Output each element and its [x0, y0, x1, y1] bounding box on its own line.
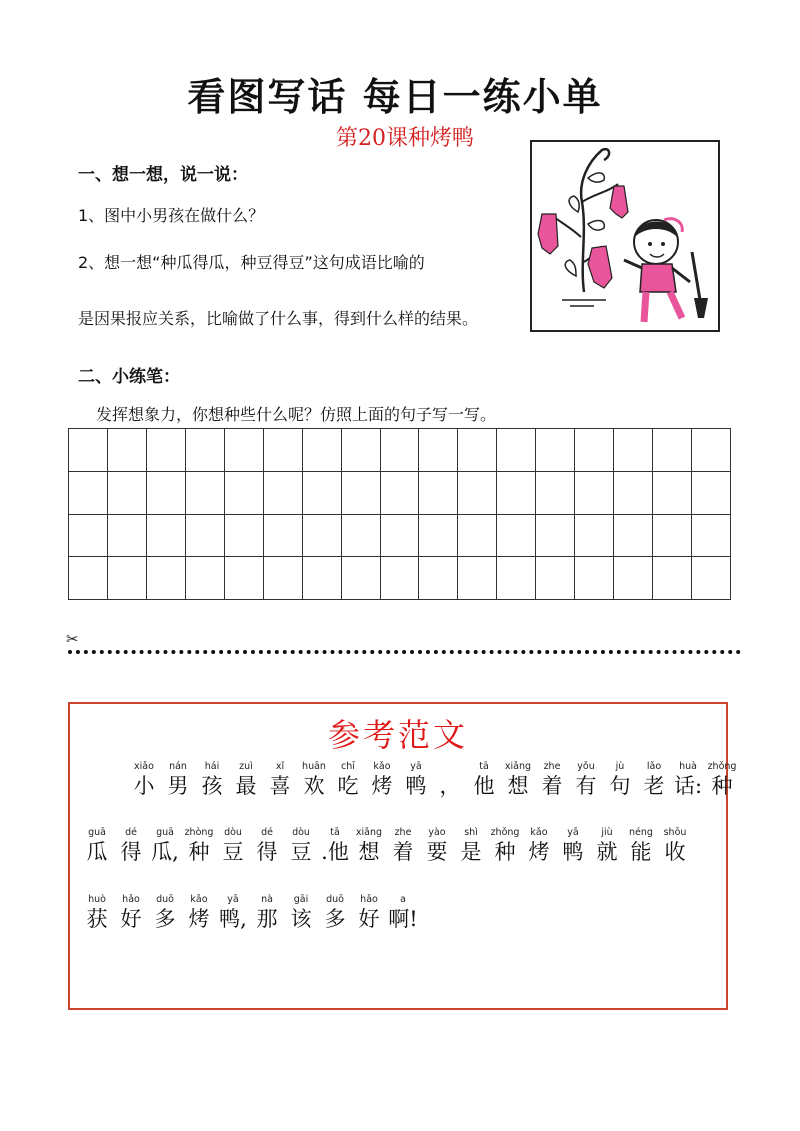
hanzi-text: 老	[643, 774, 665, 798]
pinyin-char	[182, 826, 216, 865]
boy-planting-duck-illustration	[532, 142, 718, 330]
grid-cell[interactable]	[342, 557, 381, 600]
pinyin-text: zhǒng	[707, 761, 737, 772]
pinyin-text: zhe	[543, 761, 561, 772]
pinyin-text: huān	[302, 761, 326, 772]
grid-cell[interactable]	[692, 557, 731, 600]
grid-cell[interactable]	[69, 515, 108, 558]
pinyin-char	[488, 826, 522, 865]
question-2: 2、想一想“种瓜得瓜，种豆得豆”这句成语比喻的	[78, 253, 425, 272]
hanzi-text: 是	[460, 840, 482, 864]
hanzi-text: 孩	[201, 774, 223, 798]
grid-cell[interactable]	[264, 472, 303, 515]
hanzi-text: 能	[630, 840, 652, 864]
hanzi-text: 得	[120, 840, 142, 864]
pinyin-text: zhǒng	[490, 827, 520, 838]
pinyin-char	[114, 893, 148, 932]
sample-line-1	[127, 760, 739, 799]
pinyin-char	[161, 760, 195, 799]
pinyin-char	[216, 893, 250, 932]
pinyin-char	[229, 760, 263, 799]
grid-cell[interactable]	[186, 429, 225, 472]
pinyin-char	[216, 826, 250, 865]
pinyin-char	[535, 760, 569, 799]
hanzi-text: 男	[167, 774, 189, 798]
pinyin-char	[182, 893, 216, 932]
hanzi-text: 获	[86, 907, 108, 931]
section2-heading: 二、小练笔：	[78, 367, 180, 387]
grid-cell[interactable]	[575, 472, 614, 515]
pinyin-char	[284, 893, 318, 932]
pinyin-char	[195, 760, 229, 799]
grid-cell[interactable]	[536, 472, 575, 515]
grid-cell[interactable]	[575, 557, 614, 600]
pinyin-text: duō	[156, 894, 174, 905]
hanzi-text: 就	[596, 840, 618, 864]
hanzi-text: 话:	[673, 774, 703, 798]
pinyin-char	[522, 826, 556, 865]
pinyin-text: yào	[428, 827, 446, 838]
hanzi-text: 多	[324, 907, 346, 931]
pinyin-text: dòu	[224, 827, 242, 838]
hanzi-text: 小	[133, 774, 155, 798]
pinyin-text: nà	[261, 894, 273, 905]
pinyin-char	[603, 760, 637, 799]
grid-cell[interactable]	[419, 429, 458, 472]
writing-prompt: 发挥想象力，你想种些什么呢？仿照上面的句子写一写。	[96, 405, 497, 424]
pinyin-char	[148, 893, 182, 932]
pinyin-text: guā	[156, 827, 174, 838]
grid-cell[interactable]	[381, 557, 420, 600]
grid-cell[interactable]	[147, 515, 186, 558]
grid-cell[interactable]	[614, 429, 653, 472]
hanzi-text: 想	[358, 840, 380, 864]
writing-grid[interactable]	[68, 428, 731, 600]
hanzi-text: .他	[321, 840, 349, 864]
pinyin-char	[590, 826, 624, 865]
grid-cell[interactable]	[614, 557, 653, 600]
pinyin-char	[569, 760, 603, 799]
question-2-continued: 是因果报应关系，比喻做了什么事，得到什么样的结果。	[78, 309, 479, 328]
pinyin-char	[454, 826, 488, 865]
grid-cell[interactable]	[264, 515, 303, 558]
pinyin-text: zhe	[394, 827, 412, 838]
pinyin-text: tā	[330, 827, 340, 838]
grid-cell[interactable]	[653, 472, 692, 515]
grid-cell[interactable]	[225, 557, 264, 600]
pinyin-char	[250, 826, 284, 865]
pinyin-char	[127, 760, 161, 799]
grid-cell[interactable]	[381, 515, 420, 558]
grid-cell[interactable]	[497, 515, 536, 558]
hanzi-text: 豆	[290, 840, 312, 864]
pinyin-text: shōu	[663, 827, 687, 838]
grid-cell[interactable]	[342, 429, 381, 472]
hanzi-text: ，	[439, 774, 461, 798]
grid-cell[interactable]	[614, 515, 653, 558]
hanzi-text: 烤	[528, 840, 550, 864]
hanzi-text: 该	[290, 907, 312, 931]
pinyin-char	[318, 893, 352, 932]
grid-cell[interactable]	[69, 557, 108, 600]
pinyin-char	[433, 760, 467, 799]
grid-cell[interactable]	[186, 557, 225, 600]
grid-cell[interactable]	[497, 557, 536, 600]
hanzi-text: 好	[358, 907, 380, 931]
pinyin-text: hǎo	[360, 894, 378, 905]
grid-cell[interactable]	[575, 515, 614, 558]
pinyin-char	[263, 760, 297, 799]
grid-cell[interactable]	[575, 429, 614, 472]
grid-cell[interactable]	[342, 472, 381, 515]
pinyin-char	[386, 826, 420, 865]
pinyin-text: gāi	[293, 894, 309, 905]
lesson-subtitle: 第20课种烤鸭	[336, 126, 474, 151]
pinyin-text: yā	[410, 761, 422, 772]
grid-cell[interactable]	[381, 429, 420, 472]
hanzi-text: 瓜	[86, 840, 108, 864]
pinyin-text: kǎo	[530, 827, 548, 838]
grid-cell[interactable]	[225, 429, 264, 472]
pinyin-text: xiǎng	[504, 761, 532, 772]
grid-cell[interactable]	[497, 472, 536, 515]
grid-cell[interactable]	[264, 557, 303, 600]
hanzi-text: 啊!	[388, 907, 418, 931]
pinyin-char	[250, 893, 284, 932]
pinyin-char	[556, 826, 590, 865]
pinyin-char	[80, 826, 114, 865]
grid-cell[interactable]	[458, 515, 497, 558]
grid-cell[interactable]	[419, 515, 458, 558]
hanzi-text: 吃	[337, 774, 359, 798]
pinyin-text: dòu	[292, 827, 310, 838]
grid-cell[interactable]	[225, 515, 264, 558]
grid-cell[interactable]	[186, 515, 225, 558]
pinyin-char	[114, 826, 148, 865]
pinyin-text: lǎo	[646, 761, 662, 772]
grid-cell[interactable]	[108, 429, 147, 472]
pinyin-char	[501, 760, 535, 799]
pinyin-text: guā	[88, 827, 106, 838]
pinyin-text: jiù	[601, 827, 613, 838]
pinyin-text: jù	[615, 761, 625, 772]
sample-line-2	[80, 826, 692, 865]
hanzi-text: 要	[426, 840, 448, 864]
grid-cell[interactable]	[692, 515, 731, 558]
grid-cell[interactable]	[303, 429, 342, 472]
pinyin-text: yā	[227, 894, 239, 905]
grid-cell[interactable]	[653, 557, 692, 600]
pinyin-char	[352, 893, 386, 932]
grid-cell[interactable]	[458, 429, 497, 472]
hanzi-text: 喜	[269, 774, 291, 798]
grid-cell[interactable]	[108, 557, 147, 600]
pinyin-text: duō	[326, 894, 344, 905]
pinyin-char	[297, 760, 331, 799]
hanzi-text: 鸭	[562, 840, 584, 864]
grid-cell[interactable]	[381, 472, 420, 515]
pinyin-char	[331, 760, 365, 799]
hanzi-text: 有	[575, 774, 597, 798]
pinyin-text: shì	[464, 827, 478, 838]
hanzi-text: 种	[188, 840, 210, 864]
pinyin-text: yā	[567, 827, 579, 838]
pinyin-text: xiǎng	[355, 827, 383, 838]
grid-cell[interactable]	[419, 557, 458, 600]
sample-essay-title: 参考范文	[327, 716, 468, 754]
pinyin-char	[399, 760, 433, 799]
hanzi-text: 种	[711, 774, 733, 798]
grid-cell[interactable]	[614, 472, 653, 515]
pinyin-text: huà	[679, 761, 697, 772]
hanzi-text: 多	[154, 907, 176, 931]
pinyin-text: dé	[261, 827, 273, 838]
cut-line	[68, 650, 741, 654]
section1-heading: 一、想一想，说一说：	[78, 165, 248, 185]
pinyin-text: xiǎo	[134, 761, 154, 772]
grid-cell[interactable]	[303, 472, 342, 515]
hanzi-text: 种	[494, 840, 516, 864]
hanzi-text: 豆	[222, 840, 244, 864]
grid-cell[interactable]	[653, 515, 692, 558]
pinyin-char	[352, 826, 386, 865]
grid-cell[interactable]	[186, 472, 225, 515]
grid-cell[interactable]	[458, 557, 497, 600]
pinyin-char	[420, 826, 454, 865]
grid-cell[interactable]	[419, 472, 458, 515]
grid-cell[interactable]	[108, 472, 147, 515]
hanzi-text: 那	[256, 907, 278, 931]
grid-cell[interactable]	[69, 472, 108, 515]
pinyin-text: chī	[341, 761, 355, 772]
pinyin-char	[148, 826, 182, 865]
grid-cell[interactable]	[536, 557, 575, 600]
hanzi-text: 收	[664, 840, 686, 864]
page-title: 看图写话 每日一练小单	[187, 74, 603, 119]
grid-cell[interactable]	[497, 429, 536, 472]
hanzi-text: 鸭	[405, 774, 427, 798]
pinyin-text: huò	[88, 894, 106, 905]
hanzi-text: 烤	[188, 907, 210, 931]
pinyin-text: yǒu	[577, 761, 595, 772]
hanzi-text: 欢	[303, 774, 325, 798]
grid-cell[interactable]	[692, 429, 731, 472]
grid-cell[interactable]	[536, 429, 575, 472]
pinyin-char	[467, 760, 501, 799]
grid-cell[interactable]	[536, 515, 575, 558]
grid-cell[interactable]	[108, 515, 147, 558]
pinyin-text: xǐ	[275, 761, 285, 772]
hanzi-text: 瓜,	[151, 840, 179, 864]
pinyin-text: dé	[125, 827, 137, 838]
hanzi-text: 好	[120, 907, 142, 931]
pinyin-char	[671, 760, 705, 799]
pinyin-text: hái	[204, 761, 220, 772]
grid-cell[interactable]	[264, 429, 303, 472]
grid-cell[interactable]	[303, 557, 342, 600]
pinyin-text: néng	[629, 827, 653, 838]
grid-cell[interactable]	[303, 515, 342, 558]
pinyin-text: nán	[169, 761, 187, 772]
grid-cell[interactable]	[342, 515, 381, 558]
grid-cell[interactable]	[69, 429, 108, 472]
hanzi-text: 他	[473, 774, 495, 798]
sample-line-3	[80, 893, 420, 932]
grid-cell[interactable]	[458, 472, 497, 515]
pinyin-text: kǎo	[190, 894, 208, 905]
hanzi-text: 得	[256, 840, 278, 864]
pinyin-char	[624, 826, 658, 865]
pinyin-text: a	[400, 894, 406, 905]
hanzi-text: 着	[392, 840, 414, 864]
grid-cell[interactable]	[147, 472, 186, 515]
pinyin-char	[284, 826, 318, 865]
pinyin-text: zhòng	[184, 827, 214, 838]
pinyin-char	[80, 893, 114, 932]
pinyin-char	[386, 893, 420, 932]
grid-cell[interactable]	[225, 472, 264, 515]
scissors-icon: ✂	[66, 630, 79, 648]
question-1: 1、图中小男孩在做什么？	[78, 206, 265, 225]
grid-cell[interactable]	[653, 429, 692, 472]
pinyin-char	[365, 760, 399, 799]
pinyin-char	[637, 760, 671, 799]
illustration	[530, 140, 720, 332]
hanzi-text: 最	[235, 774, 257, 798]
pinyin-char	[705, 760, 739, 799]
hanzi-text: 鸭,	[219, 907, 247, 931]
grid-cell[interactable]	[147, 429, 186, 472]
pinyin-text: kǎo	[373, 761, 391, 772]
grid-cell[interactable]	[692, 472, 731, 515]
grid-cell[interactable]	[147, 557, 186, 600]
hanzi-text: 句	[609, 774, 631, 798]
pinyin-char	[318, 826, 352, 865]
hanzi-text: 着	[541, 774, 563, 798]
hanzi-text: 想	[507, 774, 529, 798]
hanzi-text: 烤	[371, 774, 393, 798]
pinyin-text: hǎo	[122, 894, 140, 905]
pinyin-char	[658, 826, 692, 865]
pinyin-text: tā	[479, 761, 489, 772]
pinyin-text: zuì	[239, 761, 253, 772]
